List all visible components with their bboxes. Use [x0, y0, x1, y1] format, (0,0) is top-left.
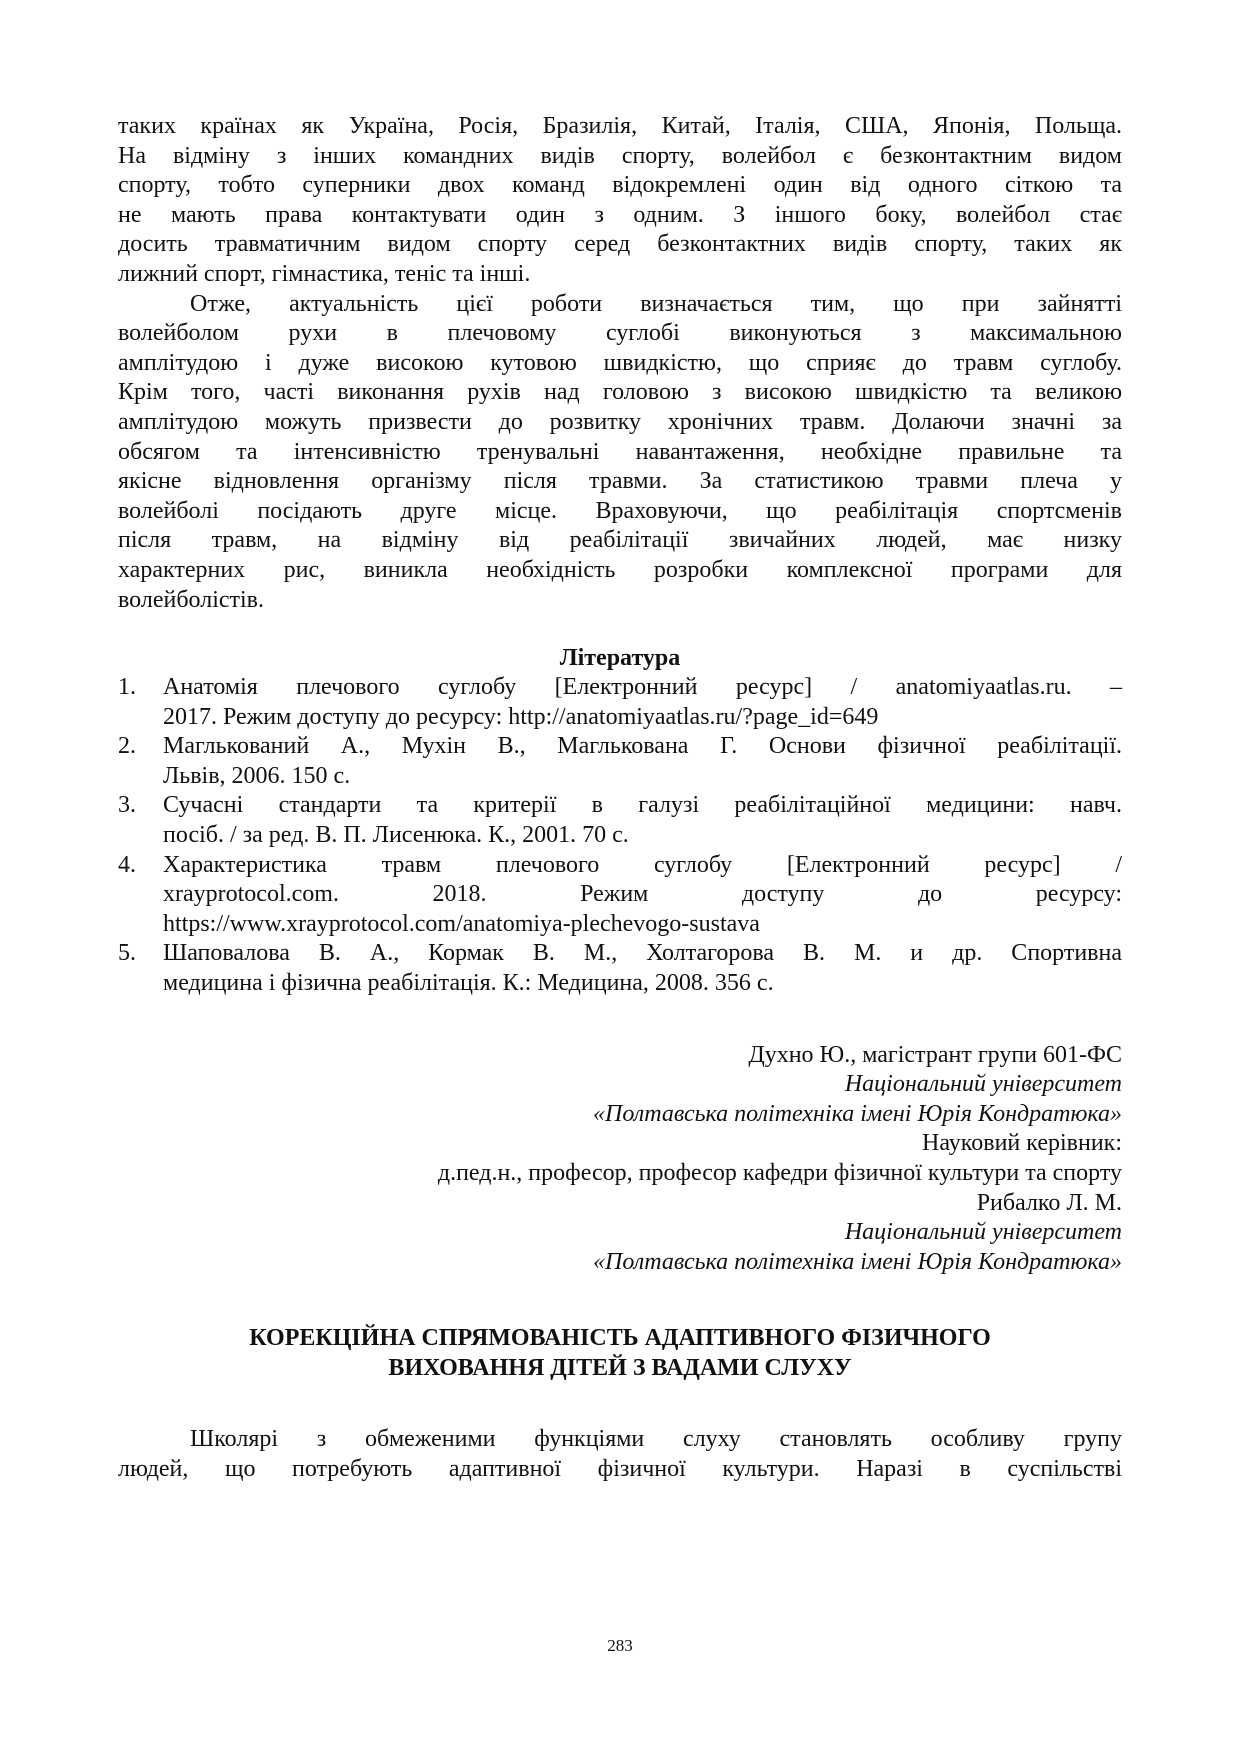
text-line: Характеристика травм плечового суглобу [Електронний ресурс] / [163, 851, 1122, 878]
reference-list [118, 673, 1122, 999]
reference-number: 2. [118, 733, 136, 760]
literature-title: Література [559, 645, 681, 672]
text-line: волейболістів. [118, 586, 265, 613]
text-line: після травм, на відміну від реабілітації звичайних людей, має низку [118, 527, 1122, 554]
page-number: 283 [607, 1636, 633, 1655]
reference-number: 1. [118, 674, 136, 701]
reference-number: 4. [118, 851, 136, 878]
author-line: Духно Ю., магістрант групи 601-ФС [748, 1041, 1122, 1068]
article-title-line: КОРЕКЦІЙНА СПРЯМОВАНІСТЬ АДАПТИВНОГО ФІЗИЧНОГО [249, 1325, 991, 1352]
text-line: амплітудою можуть призвести до розвитку хронічних травм. Долаючи значні за [118, 408, 1122, 435]
text-line: досить травматичним видом спорту серед безконтактних видів спорту, таких як [118, 231, 1122, 258]
text-line: обсягом та інтенсивністю тренувальні навантаження, необхідне правильне та [118, 438, 1122, 465]
author-signature-block [118, 1041, 1122, 1278]
article-title-line: ВИХОВАННЯ ДІТЕЙ З ВАДАМИ СЛУХУ [388, 1355, 852, 1382]
text-line: таких країнах як Україна, Росія, Бразилія, Китай, Італія, США, Японія, Польща. [118, 113, 1122, 139]
advisor-name: Рибалко Л. М. [976, 1189, 1122, 1216]
text-line: лижний спорт, гімнастика, теніс та інші. [118, 260, 531, 287]
text-line: Шаповалова В. А., Кормак В. М., Холтагорова В. М. и др. Спортивна [163, 940, 1122, 967]
text-line: https://www.xrayprotocol.com/anatomiya-plechevogo-sustava [163, 910, 760, 937]
text-line: людей, що потребують адаптивної фізичної культури. Наразі в суспільстві [118, 1455, 1122, 1482]
text-line: На відміну з інших командних видів спорту, волейбол є безконтактним видом [118, 142, 1122, 169]
advisor-label: Науковий керівник: [922, 1130, 1122, 1157]
text-line: характерних рис, виникла необхідність розробки комплексної програми для [118, 556, 1122, 583]
text-line: xrayprotocol.com. 2018. Режим доступу до ресурсу: [163, 881, 1122, 908]
text-line: Школярі з обмеженими функціями слуху становлять особливу групу [190, 1426, 1122, 1453]
text-line: Львів, 2006. 150 с. [163, 762, 351, 789]
text-line: волейболом рухи в плечовому суглобі виконуються з максимальною [118, 320, 1122, 347]
text-line: не мають права контактувати один з одним. З іншого боку, волейбол стає [118, 201, 1122, 228]
text-line: медицина і фізична реабілітація. К.: Медицина, 2008. 356 с. [163, 970, 774, 997]
paragraph-article-intro [118, 1425, 1122, 1484]
text-line: якісне відновлення організму після травми. За статистикою травми плеча у [118, 468, 1122, 495]
reference-item [118, 673, 1122, 732]
text-line: 2017. Режим доступу до ресурсу: http://anatomiyaatlas.ru/?page_id=649 [163, 703, 879, 730]
paragraph-intro-continued [118, 112, 1122, 290]
reference-item [118, 732, 1122, 791]
paragraph-relevance [118, 290, 1122, 616]
reference-number: 3. [118, 792, 136, 819]
advisor-title: д.пед.н., професор, професор кафедри фізичної культури та спорту [437, 1160, 1122, 1186]
advisor-affiliation: «Полтавська політехніка імені Юрія Кондратюка» [593, 1248, 1122, 1275]
text-line: Крім того, часті виконання рухів над головою з високою швидкістю та великою [118, 379, 1122, 406]
advisor-affiliation: Національний університет [844, 1219, 1122, 1246]
reference-item [118, 851, 1122, 940]
text-line: Маглькований А., Мухін В., Маглькована Г. Основи фізичної реабілітації. [163, 733, 1122, 760]
text-line: Анатомія плечового суглобу [Електронний ресурс] / anatomiyaatlas.ru. – [163, 674, 1122, 701]
text-line: спорту, тобто суперники двох команд відокремлені один від одного сіткою та [118, 172, 1122, 199]
reference-number: 5. [118, 940, 136, 967]
text-line: Отже, актуальність цієї роботи визначається тим, що при зайнятті [190, 290, 1122, 317]
text-line: Сучасні стандарти та критерії в галузі реабілітаційної медицини: навч. [163, 792, 1122, 819]
document-page [118, 112, 1122, 1485]
reference-item [118, 791, 1122, 850]
author-affiliation: Національний університет [844, 1071, 1122, 1098]
article-title [118, 1323, 1122, 1383]
reference-item [118, 939, 1122, 998]
text-line: волейболі посідають друге місце. Враховуючи, що реабілітація спортсменів [118, 497, 1122, 524]
text-line: амплітудою і дуже високою кутовою швидкістю, що сприяє до травм суглобу. [118, 349, 1122, 376]
author-affiliation: «Полтавська політехніка імені Юрія Кондратюка» [593, 1100, 1122, 1127]
text-line: посіб. / за ред. В. П. Лисенюка. К., 2001. 70 с. [163, 822, 629, 849]
